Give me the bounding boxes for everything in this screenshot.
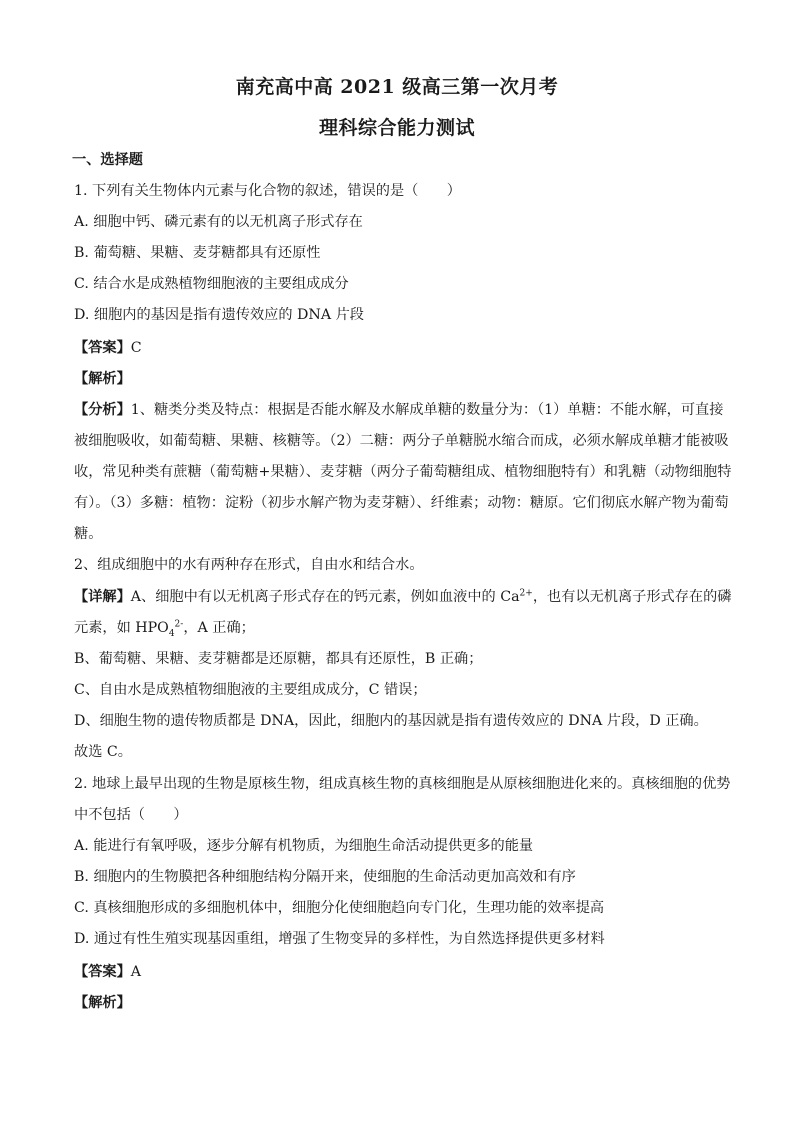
answer-tag: 【答案】: [74, 340, 131, 356]
answer-tag: 【答案】: [74, 964, 131, 980]
q2-stem: 中不包括（ ）: [74, 807, 188, 823]
q1-analysis-tag: 【解析】: [74, 371, 131, 387]
q1-conclusion: 故选 C。: [74, 744, 132, 760]
q1-fenxi-line: 2、组成细胞中的水有两种存在形式，自由水和结合水。: [74, 557, 424, 573]
exam-subtitle: 理科综合能力测试: [318, 117, 475, 139]
q1-detail-line: [74, 587, 732, 607]
q2-option-c: C. 真核细胞形成的多细胞机体中，细胞分化使细胞趋向专门化，生理功能的效率提高: [74, 900, 605, 916]
detail-text: 元素，如 HPO: [74, 620, 169, 636]
q1-stem: 1. 下列有关生物体内元素与化合物的叙述，错误的是（ ）: [74, 183, 461, 199]
section-heading: 一、选择题: [72, 152, 143, 168]
superscript: 2-: [174, 619, 184, 630]
q2-answer: [74, 962, 724, 982]
subscript: 4: [168, 628, 175, 639]
q1-detail-line: C、自由水是成熟植物细胞液的主要组成成分，C 错误；: [74, 682, 427, 698]
detail-text: ，A 正确；: [183, 620, 255, 636]
q1-answer: [74, 338, 724, 358]
fenxi-text: 1、糖类分类及特点：根据是否能水解及水解成单糖的数量分为：（1）单糖：不能水解，可直接: [130, 402, 724, 418]
q2-option-d: D. 通过有性生殖实现基因重组，增强了生物变异的多样性，为自然选择提供更多材料: [74, 931, 605, 947]
answer-value: C: [130, 340, 142, 356]
q1-detail-line: B、葡萄糖、果糖、麦芽糖都是还原糖，都具有还原性，B 正确；: [74, 651, 483, 667]
q1-fenxi-line: 收，常见种类有蔗糖（葡萄糖+果糖）、麦芽糖（两分子葡萄糖组成、植物细胞特有）和乳糖（动物细胞特: [74, 464, 732, 480]
q2-analysis-tag: 【解析】: [74, 995, 131, 1011]
q1-fenxi-line: 有）。（3）多糖：植物：淀粉（初步水解产物为麦芽糖）、纤维素；动物：糖原。它们彻底水解产物为葡萄: [74, 495, 729, 511]
detail-text: ，也有以无机离子形式存在的磷: [532, 589, 732, 605]
q2-option-a: A. 能进行有氧呼吸，逐步分解有机物质，为细胞生命活动提供更多的能量: [74, 838, 534, 854]
q2-stem: 2. 地球上最早出现的生物是原核生物，组成真核生物的真核细胞是从原核细胞进化来的。真核细胞的优势: [74, 776, 731, 792]
q1-option-a: A. 细胞中钙、磷元素有的以无机离子形式存在: [74, 214, 363, 230]
q1-option-b: B. 葡萄糖、果糖、麦芽糖都具有还原性: [74, 245, 321, 261]
q2-option-b: B. 细胞内的生物膜把各种细胞结构分隔开来，使细胞的生命活动更加高效和有序: [74, 869, 576, 885]
detail-tag: 【详解】: [74, 589, 131, 605]
q1-detail-line: [74, 618, 724, 638]
q1-fenxi-line: 糖。: [74, 526, 103, 542]
q1-option-d: D. 细胞内的基因是指有遗传效应的 DNA 片段: [74, 307, 364, 323]
q1-option-c: C. 结合水是成熟植物细胞液的主要组成成分: [74, 276, 349, 292]
q1-fenxi-line: 被细胞吸收，如葡萄糖、果糖、核糖等。（2）二糖：两分子单糖脱水缩合而成，必须水解成单糖才能被吸: [74, 433, 729, 449]
exam-title: 南充高中高 2021 级高三第一次月考: [235, 76, 559, 98]
q1-detail-line: D、细胞生物的遗传物质都是 DNA，因此，细胞内的基因就是指有遗传效应的 DNA 片段，D 正确。: [74, 713, 708, 729]
answer-value: A: [130, 964, 142, 980]
q1-fenxi-line: [74, 400, 724, 420]
superscript: 2+: [519, 588, 533, 599]
fenxi-tag: 【分析】: [74, 402, 131, 418]
detail-text: A、细胞中有以无机离子形式存在的钙元素，例如血液中的 Ca: [130, 589, 520, 605]
